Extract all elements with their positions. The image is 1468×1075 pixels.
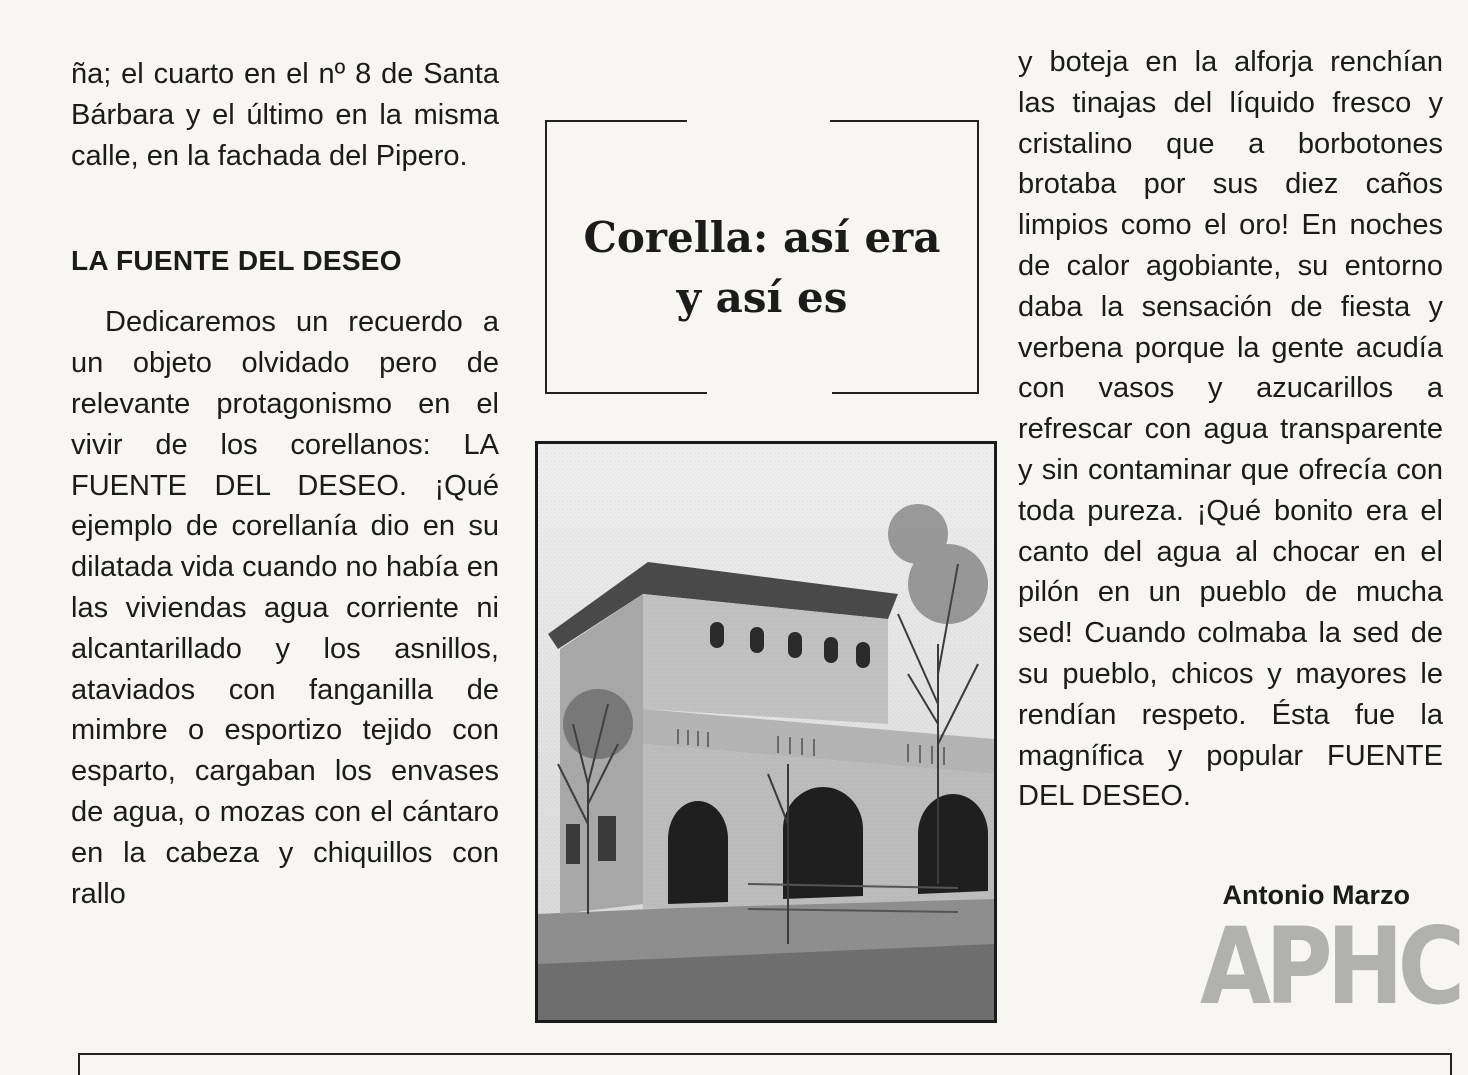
title-line-2: y así es	[676, 273, 848, 322]
left-body-paragraph: Dedicaremos un recuerdo a un objeto olvidado pero de relevante protagonismo en el vivir de los corellanos: LA FUENTE DEL DESEO. ¡Qué ejemplo de corellanía dio en su dilatada vida cuando no había en las viviendas agua corriente ni alcantarillado y los asnillos, ataviados con fanganilla de mimbre o esportizo tejido con esparto, cargaban los envases de agua, o mozas con el cántaro en la cabeza y chiquillos con rallo	[71, 306, 499, 910]
section-heading: LA FUENTE DEL DESEO	[71, 245, 402, 277]
aphc-watermark: APHC	[1200, 905, 1460, 1029]
title-box-rule	[547, 120, 687, 122]
title-box-rule	[832, 392, 977, 394]
right-column	[1018, 42, 1443, 817]
article-title	[547, 208, 977, 328]
bottom-frame-rule	[78, 1053, 1452, 1075]
title-box	[545, 120, 979, 394]
title-box-rule	[830, 120, 977, 122]
left-column	[71, 54, 499, 914]
right-body-paragraph: y boteja en la alforja renchían las tinajas del líquido fresco y cristalino que a borbotones brotaba por sus diez caños limpios como el oro! En noches de calor agobiante, su entorno daba la sensación de fiesta y verbena porque la gente acudía con vasos y azucarillos a refrescar con agua transparente y sin contaminar que ofrecía con toda pureza. ¡Qué bonito era el canto del agua al chocar en el pilón en un pueblo de mucha sed! Cuando colmaba la sed de su pueblo, chicos y mayores le rendían respeto. Ésta fue la magnífica y popular FUENTE DEL DESEO.	[1018, 46, 1443, 813]
author-signature: Antonio Marzo	[1222, 880, 1410, 910]
title-box-rule	[547, 392, 707, 394]
title-line-1: Corella: así era	[583, 213, 941, 262]
fountain-building-photo	[538, 444, 994, 1020]
fountain-photo	[535, 441, 997, 1023]
intro-paragraph: ña; el cuarto en el nº 8 de Santa Bárbara y el último en la misma calle, en la fachada del Pipero.	[71, 58, 499, 172]
